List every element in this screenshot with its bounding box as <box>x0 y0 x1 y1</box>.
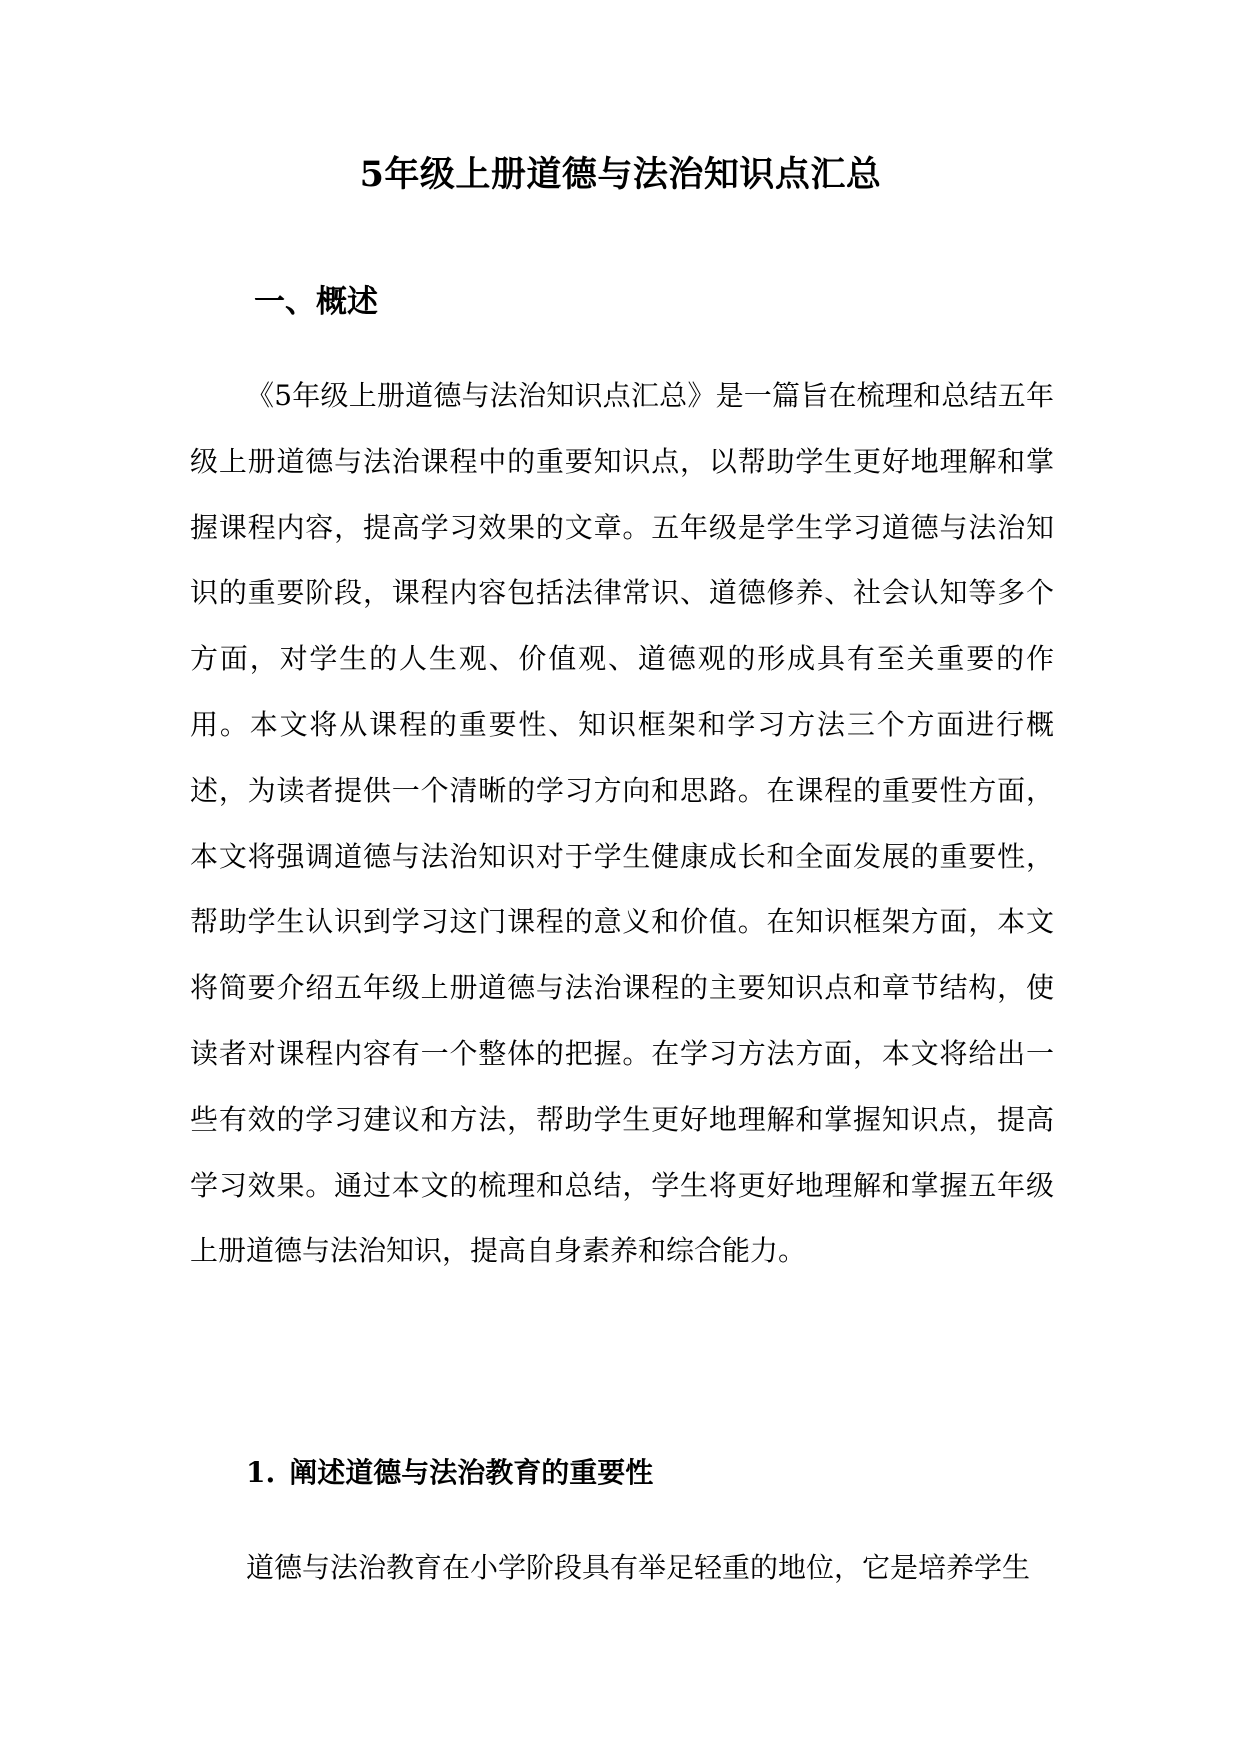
subsection-paragraph: 道德与法治教育在小学阶段具有举足轻重的地位，它是培养学生 <box>246 1551 1031 1584</box>
overview-paragraph: 《5年级上册道德与法治知识点汇总》是一篇旨在梳理和总结五年级上册道德与法治课程中的重要知识点，以帮助学生更好地理解和掌握课程内容，提高学习效果的文章。五年级是学生学习道德与法治知识的重要阶段，课程内容包括法律常识、道德修养、社会认知等多个方面，对学生的人生观、价值观、道德观的形成具有至关重要的作用。本文将从课程的重要性、知识框架和学习方法三个方面进行概述，为读者提供一个清晰的学习方向和思路。在课程的重要性方面，本文将强调道德与法治知识对于学生健康成长和全面发展的重要性，帮助学生认识到学习这门课程的意义和价值。在知识框架方面，本文将简要介绍五年级上册道德与法治课程的主要知识点和章节结构，使读者对课程内容有一个整体的把握。在学习方法方面，本文将给出一些有效的学习建议和方法，帮助学生更好地理解和掌握知识点，提高学习效果。通过本文的梳理和总结，学生将更好地理解和掌握五年级上册道德与法治知识，提高自身素养和综合能力。 <box>190 379 1054 1268</box>
subsection-title: 阐述道德与法治教育的重要性 <box>289 1456 654 1489</box>
section-heading-overview: 一、概述 <box>254 284 378 320</box>
subsection-heading <box>246 1451 653 1495</box>
subsection-number: 1. <box>246 1456 276 1489</box>
document-title: 5年级上册道德与法治知识点汇总 <box>359 154 882 195</box>
